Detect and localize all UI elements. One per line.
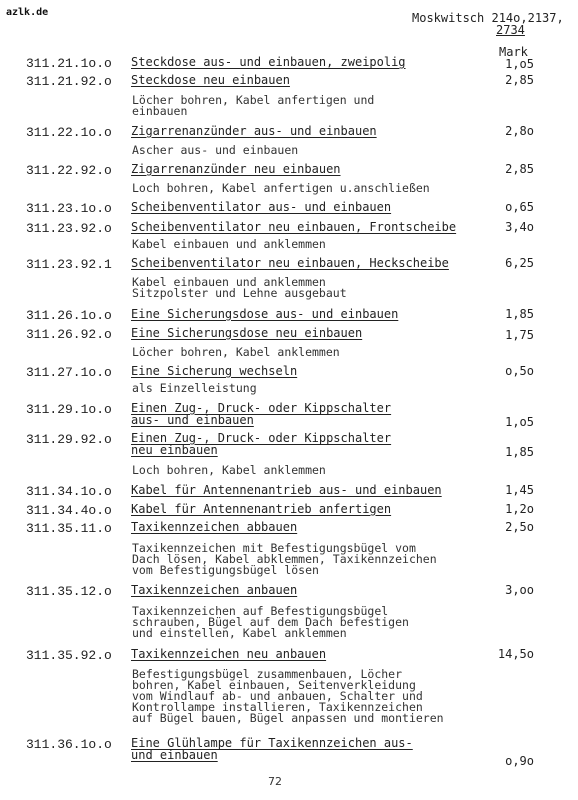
entry-row: [0, 431, 578, 459]
entry-note-line: Kabel einbauen und anklemmen: [132, 237, 326, 251]
entry-code: 311.21.92.o: [26, 74, 112, 89]
entry-note-line: Loch bohren, Kabel anfertigen u.anschließen: [132, 181, 430, 195]
entry-title-line: Einen Zug-, Druck- oder Kippschalter: [131, 431, 392, 445]
entry-note: [132, 277, 347, 299]
entry-note-line: Loch bohren, Kabel anklemmen: [132, 463, 326, 477]
entry-note-line: Kabel einbauen und anklemmen: [132, 275, 326, 289]
entry-note-line: und einstellen, Kabel anklemmen: [132, 626, 347, 640]
entry-title-line: Zigarrenanzünder aus- und einbauen: [131, 124, 377, 138]
entry-price: 1,75: [505, 328, 534, 342]
entry-note-line: Taxikennzeichen mit Befestigungsbügel vom: [132, 541, 416, 555]
entry-title: [131, 648, 326, 660]
entry-note: [132, 347, 340, 358]
entry-note-line: vom Windlauf ab- und anbauen, Schalter und: [132, 689, 423, 703]
entry-title-line: Eine Glühlampe für Taxikennzeichen aus-: [131, 736, 413, 750]
entry-title: [131, 221, 456, 233]
entry-code: 311.26.92.o: [26, 327, 112, 342]
entry-title: [131, 74, 290, 86]
entry-title: [131, 737, 413, 761]
entry-note-line: einbauen: [132, 104, 188, 118]
entry-price: o,9o: [505, 754, 534, 768]
entry-note-line: Sitzpolster und Lehne ausgebaut: [132, 286, 347, 300]
entry-price: 1,85: [505, 445, 534, 459]
entry-row: [0, 201, 578, 221]
entry-title: [131, 503, 391, 515]
entry-price: 1,o5: [505, 57, 534, 71]
entry-title-line: Kabel für Antennenantrieb anfertigen: [131, 502, 392, 516]
entry-title-line: Einen Zug-, Druck- oder Kippschalter: [131, 401, 392, 415]
entry-title: [131, 484, 442, 496]
entry-price: 2,8o: [505, 124, 534, 138]
entry-code: 311.29.1o.o: [26, 402, 112, 417]
entry-title: [131, 521, 297, 533]
entry-code: 311.22.92.o: [26, 163, 112, 178]
entry-title-line: Scheibenventilator aus- und einbauen: [131, 200, 392, 214]
entry-row: [0, 327, 578, 347]
entry-row: [0, 74, 578, 94]
entry-note-line: schrauben, Bügel auf dem Dach befestigen: [132, 615, 409, 629]
entry-row: [0, 401, 578, 429]
entry-code: 311.26.1o.o: [26, 308, 112, 323]
header-title-line2: 2734: [496, 23, 525, 37]
entry-note-line: Ascher aus- und einbauen: [132, 143, 299, 157]
entry-title-line: Taxikennzeichen abbauen: [131, 520, 298, 534]
unit-label: Mark: [499, 45, 528, 59]
entry-row: [0, 257, 578, 277]
entry-row: [0, 521, 578, 541]
page-number: 72: [268, 775, 282, 788]
entry-title-line: Steckdose neu einbauen: [131, 73, 290, 87]
entry-title: [131, 432, 391, 456]
entry-title: [131, 257, 449, 269]
entry-code: 311.23.92.o: [26, 221, 112, 236]
entry-note-line: Löcher bohren, Kabel anfertigen und: [132, 93, 375, 107]
header-title-line1: Moskwitsch 214o,2137,: [412, 11, 564, 25]
entry-code: 311.29.92.o: [26, 432, 112, 447]
entry-row: [0, 125, 578, 145]
entry-title-line: Eine Sicherungsdose aus- und einbauen: [131, 307, 399, 321]
entry-note: [132, 239, 326, 250]
entry-price: 1,85: [505, 307, 534, 321]
entry-price: 6,25: [505, 256, 534, 270]
entry-title-line: Steckdose aus- und einbauen, zweipolig: [131, 55, 406, 69]
entry-note-line: vom Befestigungsbügel lösen: [132, 563, 319, 577]
entry-note: [132, 543, 437, 576]
entry-note-line: als Einzelleistung: [132, 381, 257, 395]
entry-note: [132, 669, 444, 724]
entry-note: [132, 95, 374, 117]
entry-title-line: Kabel für Antennenantrieb aus- und einbauen: [131, 483, 442, 497]
entry-code: 311.23.1o.o: [26, 201, 112, 216]
entry-note: [132, 465, 326, 476]
entry-note-line: auf Bügel bauen, Bügel anpassen und montieren: [132, 711, 444, 725]
entry-title-line: Eine Sicherung wechseln: [131, 364, 298, 378]
entry-row: [0, 584, 578, 604]
entry-code: 311.23.92.1: [26, 257, 112, 272]
entry-title: [131, 125, 377, 137]
entry-note: [132, 606, 409, 639]
entry-row: [0, 736, 578, 768]
entry-title-line: Scheibenventilator neu einbauen, Frontscheibe: [131, 220, 457, 234]
entry-code: 311.34.4o.o: [26, 503, 112, 518]
entry-price: 14,5o: [497, 647, 534, 661]
entry-note: [132, 183, 430, 194]
entry-price: 2,85: [505, 162, 534, 176]
entry-row: [0, 163, 578, 183]
entry-title: [131, 163, 341, 175]
entry-note-line: bohren, Kabel einbauen, Seitenverkleidung: [132, 678, 416, 692]
entry-code: 311.35.11.o: [26, 521, 112, 536]
entry-code: 311.36.1o.o: [26, 737, 112, 752]
entry-title-line: Eine Sicherungsdose neu einbauen: [131, 326, 363, 340]
entry-title-line: Scheibenventilator neu einbauen, Heckscheibe: [131, 256, 449, 270]
entry-title-line: neu einbauen: [131, 443, 218, 457]
entry-note-line: Taxikennzeichen auf Befestigungsbügel: [132, 604, 389, 618]
entry-title: [131, 201, 391, 213]
entry-note-line: Kontrollampe installieren, Taxikennzeichen: [132, 700, 423, 714]
entry-note-line: Befestigungsbügel zusammenbauen, Löcher: [132, 667, 403, 681]
entry-title-line: Taxikennzeichen neu anbauen: [131, 647, 327, 661]
entry-row: [0, 484, 578, 504]
entry-price: 1,2o: [505, 502, 534, 516]
entry-row: [0, 308, 578, 328]
entry-code: 311.34.1o.o: [26, 484, 112, 499]
entry-title: [131, 365, 297, 377]
header-title: [412, 12, 574, 36]
entry-price: o,65: [505, 200, 534, 214]
entry-code: 311.22.1o.o: [26, 125, 112, 140]
entry-code: 311.27.1o.o: [26, 365, 112, 380]
entry-price: o,5o: [505, 364, 534, 378]
entry-price: 1,45: [505, 483, 534, 497]
entry-note: [132, 145, 298, 156]
entry-title: [131, 402, 391, 426]
entry-title: [131, 308, 398, 320]
site-label: azlk.de: [6, 7, 49, 18]
entry-title-line: Zigarrenanzünder neu einbauen: [131, 162, 341, 176]
entry-price: 2,85: [505, 73, 534, 87]
entry-price: 1,o5: [505, 415, 534, 429]
entry-title: [131, 327, 362, 339]
entry-price: 3,oo: [505, 583, 534, 597]
entry-note: [132, 383, 257, 394]
entry-title: [131, 584, 297, 596]
entry-code: 311.35.12.o: [26, 584, 112, 599]
entry-note-line: Dach lösen, Kabel abklemmen, Taxikennzeichen: [132, 552, 437, 566]
entry-title-line: und einbauen: [131, 748, 218, 762]
entry-note-line: Löcher bohren, Kabel anklemmen: [132, 345, 340, 359]
entry-title: [131, 56, 406, 68]
entry-title-line: Taxikennzeichen anbauen: [131, 583, 298, 597]
entry-row: [0, 648, 578, 668]
entry-price: 3,4o: [505, 220, 534, 234]
entry-code: 311.35.92.o: [26, 648, 112, 663]
entry-title-line: aus- und einbauen: [131, 413, 254, 427]
entry-row: [0, 365, 578, 385]
entry-code: 311.21.1o.o: [26, 56, 112, 71]
entry-price: 2,5o: [505, 520, 534, 534]
